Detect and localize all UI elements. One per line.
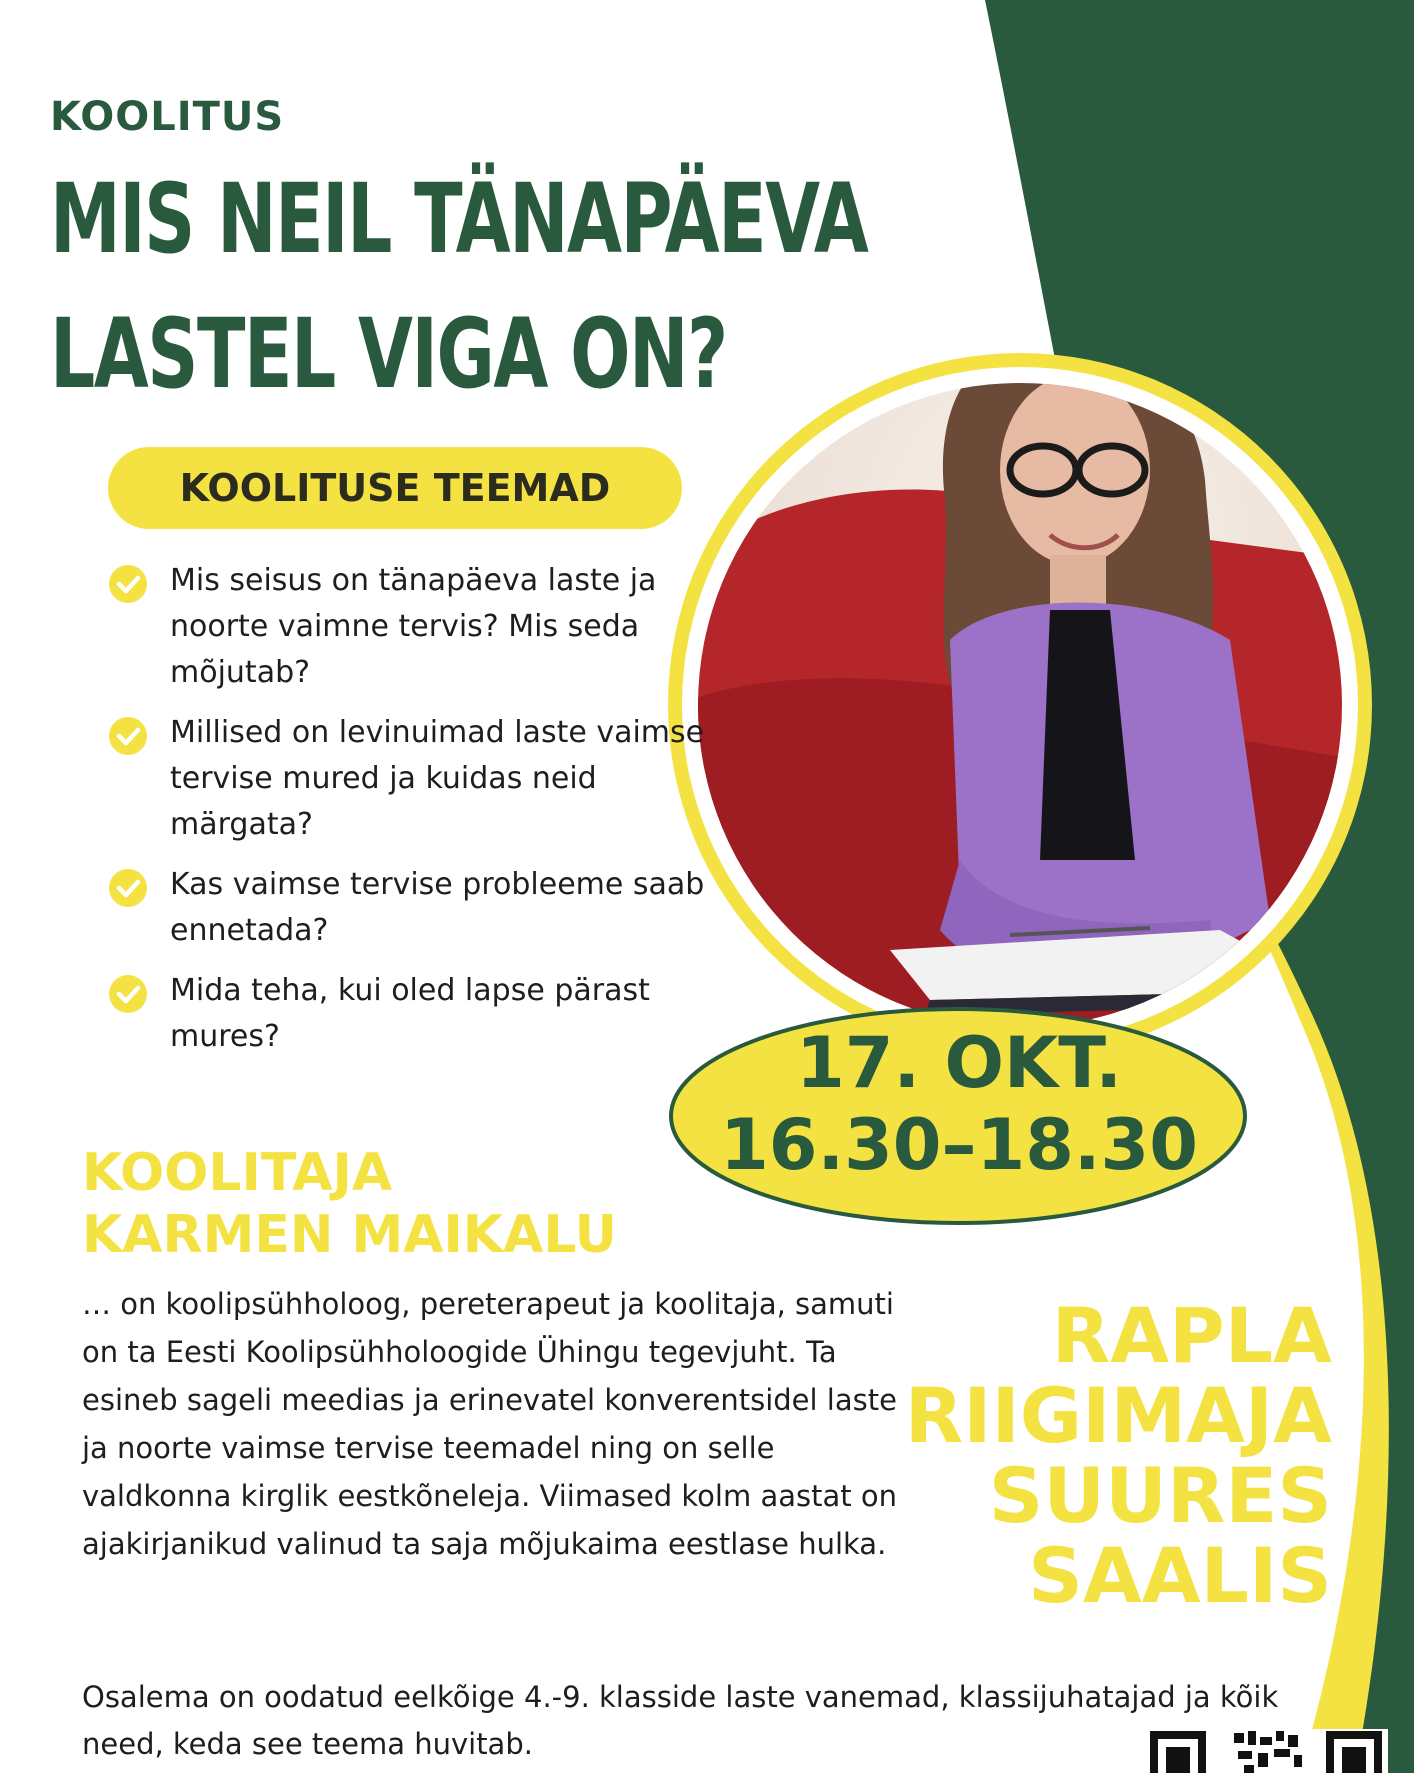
venue-line: RAPLA (1051, 1291, 1332, 1380)
check-circle-icon (108, 974, 148, 1014)
topics-heading-pill (108, 447, 682, 529)
list-item (106, 710, 726, 848)
audience-note: Osalema on oodatud eelkõige 4.-9. klasside laste vanemad, klassijuhatajad ja kõik need, keda see teema huvitab. (82, 1680, 1279, 1761)
venue-line: RIIGIMAJA (904, 1371, 1332, 1460)
event-date: 17. OKT. (796, 1022, 1122, 1104)
check-circle-icon (108, 716, 148, 756)
check-circle-icon (108, 564, 148, 604)
venue-line: SAALIS (1028, 1531, 1332, 1620)
check-circle-icon (108, 868, 148, 908)
topic-text: Millised on levinuimad laste vaimse tervise mured ja kuidas neid märgata? (170, 715, 705, 842)
list-item (106, 968, 726, 1060)
event-time: 16.30–18.30 (720, 1104, 1198, 1186)
topics-heading: KOOLITUSE TEEMAD (179, 466, 611, 510)
speaker-heading-line1: KOOLITAJA (82, 1143, 393, 1203)
headline (50, 152, 867, 422)
headline-line1: MIS NEIL TÄNAPÄEVA (50, 163, 868, 275)
headline-line2: LASTEL VIGA ON? (50, 298, 727, 410)
qr-code[interactable] (1148, 1729, 1388, 1773)
list-item (106, 862, 726, 954)
eyebrow-label: KOOLITUS (50, 94, 285, 140)
topics-list (106, 558, 726, 1074)
topic-text: Kas vaimse tervise probleeme saab ennetada? (170, 867, 705, 948)
speaker-name: KARMEN MAIKALU (82, 1205, 617, 1265)
topic-text: Mida teha, kui oled lapse pärast mures? (170, 973, 650, 1054)
speaker-bio: … on koolipsühholoog, pereterapeut ja koolitaja, samuti on ta Eesti Koolipsühholoogide Ühingu tegevjuht. Ta esineb sageli meedias ja erinevatel konverentsidel laste ja noorte vaimse tervise teemadel ning on selle valdkonna kirglik eestkõneleja. Viimased kolm aastat on ajakirjanikud valinud ta saja mõjukaima eestlase hulka. (82, 1287, 897, 1561)
list-item (106, 558, 726, 696)
topic-text: Mis seisus on tänapäeva laste ja noorte vaimne tervis? Mis seda mõjutab? (170, 563, 657, 690)
event-venue (904, 1291, 1332, 1620)
event-date-badge (676, 1010, 1242, 1220)
speaker-heading (82, 1142, 617, 1266)
venue-line: SUURES (988, 1451, 1332, 1540)
